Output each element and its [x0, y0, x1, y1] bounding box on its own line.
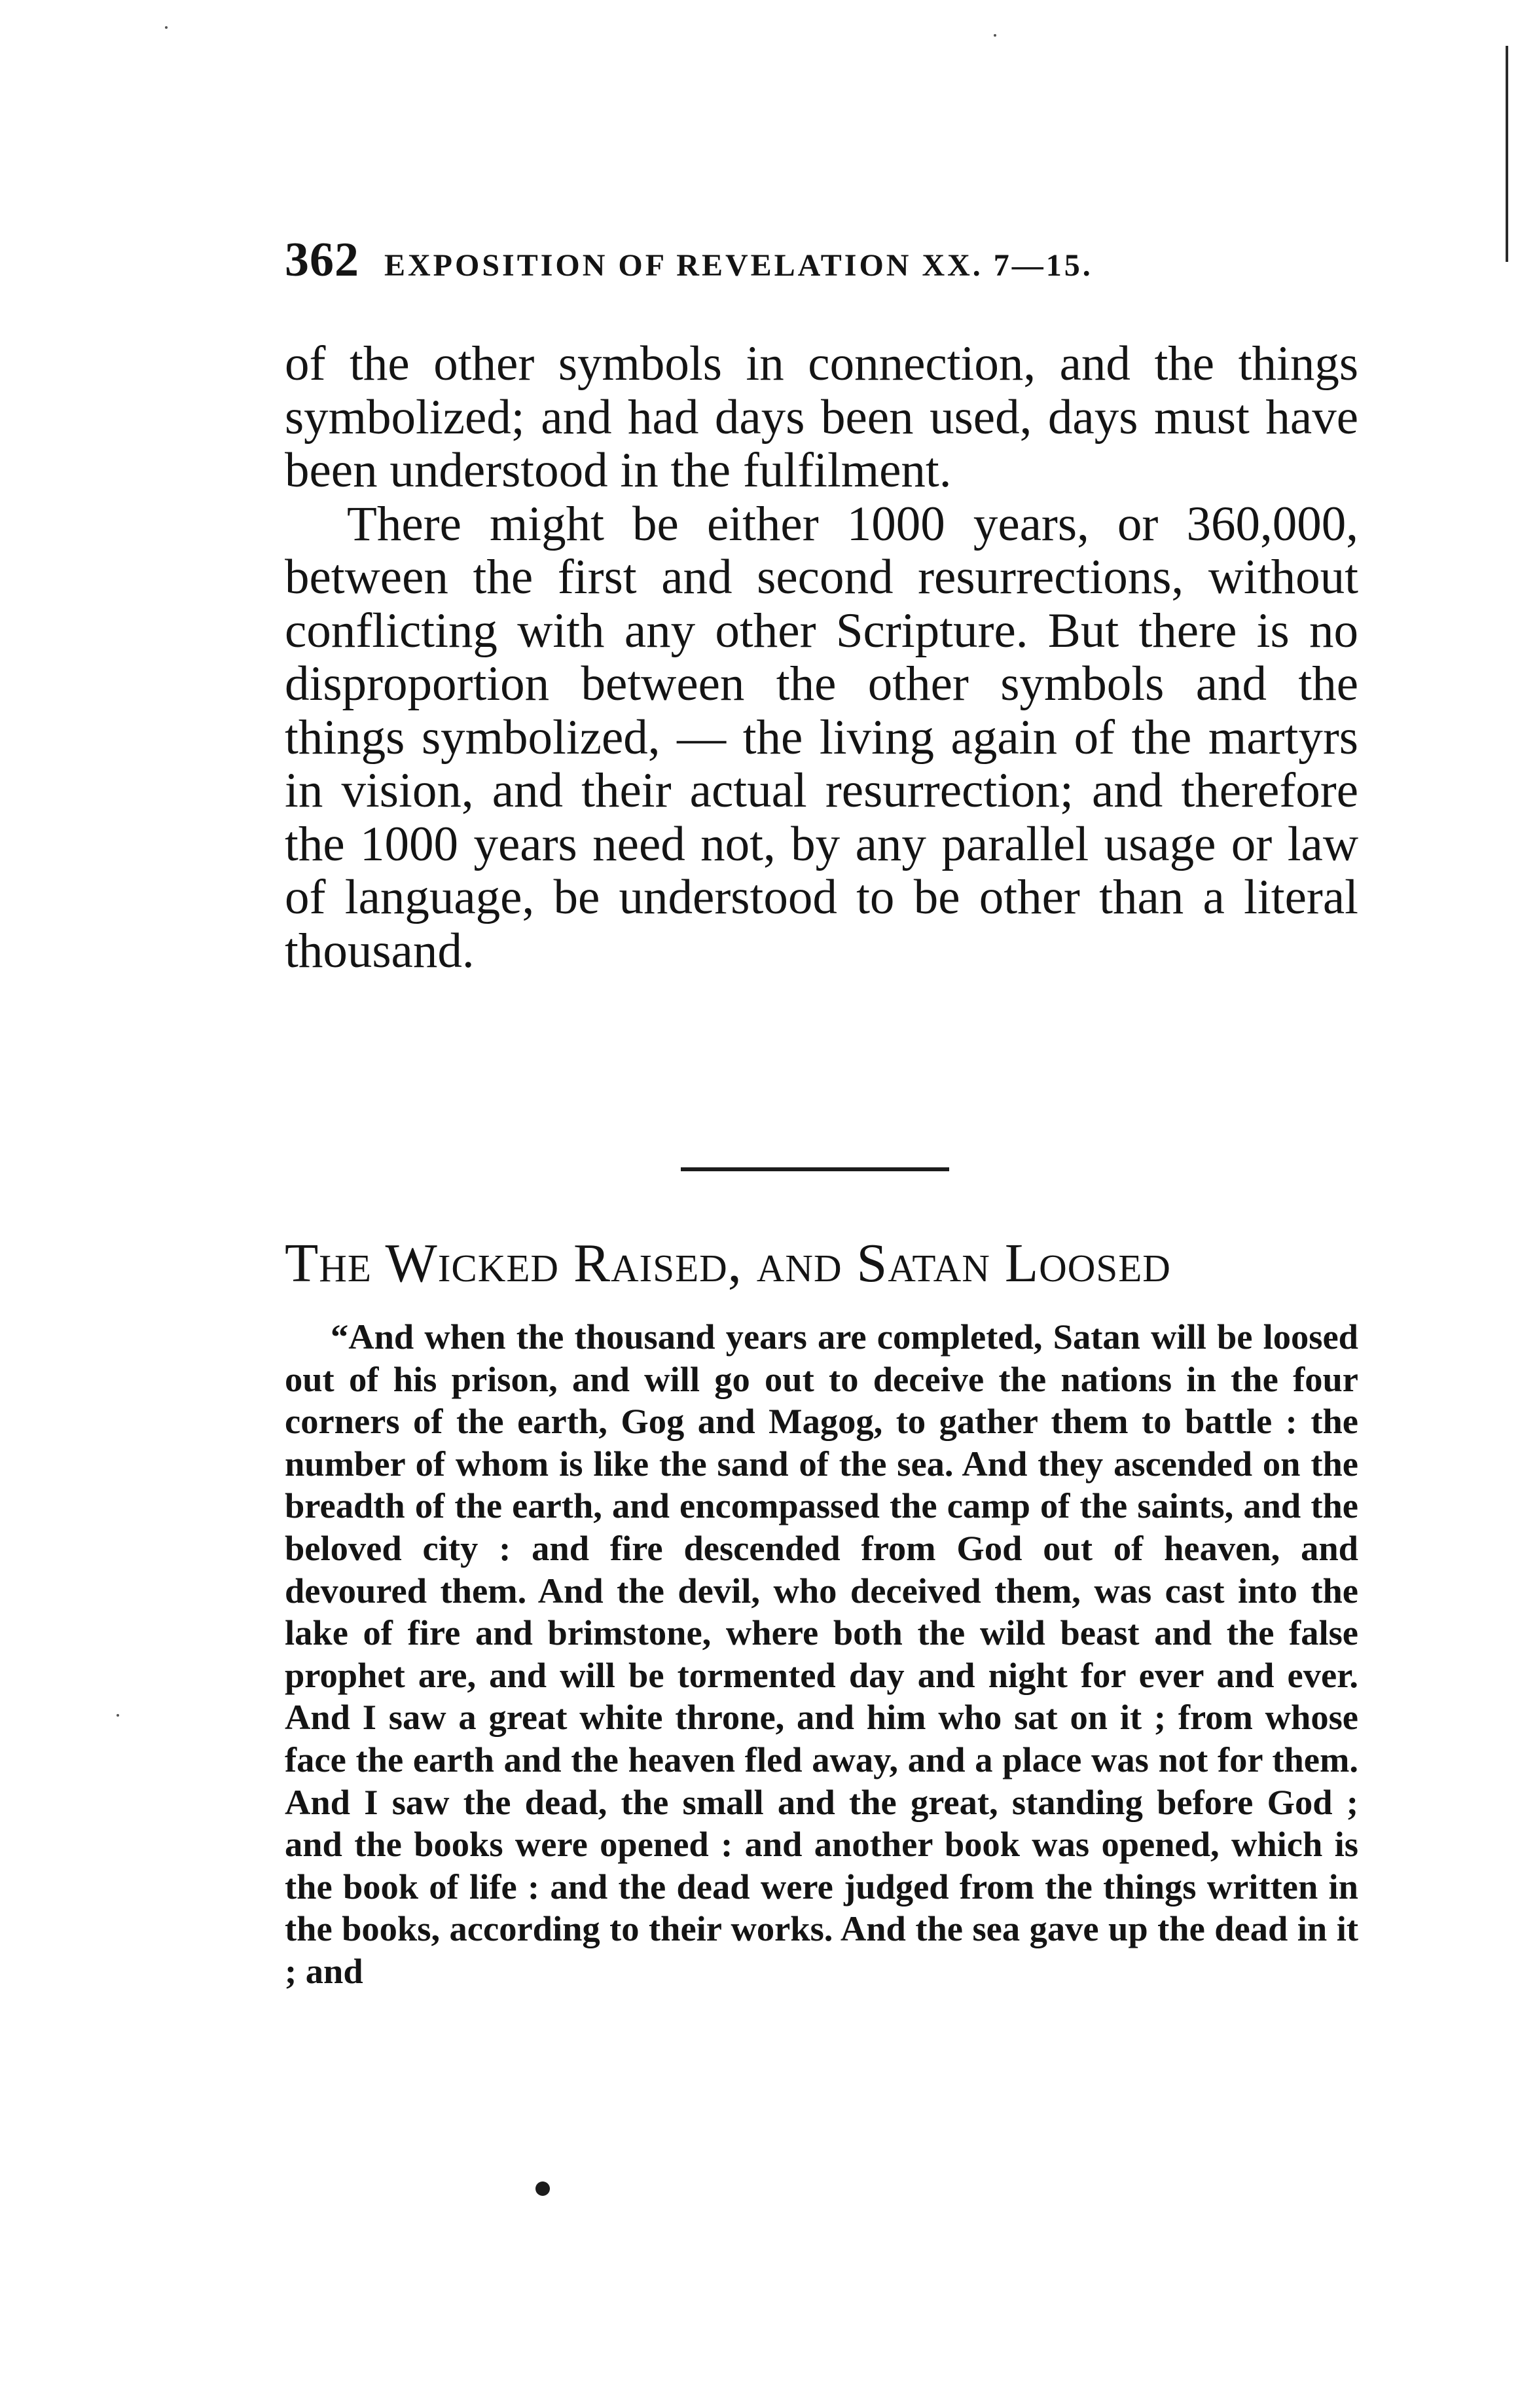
page-edge-mark — [1506, 46, 1508, 262]
page-bullet-mark — [535, 2181, 550, 2196]
page-number: 362 — [285, 233, 359, 287]
body-text — [285, 337, 1358, 977]
section-divider — [681, 1167, 949, 1171]
page-speck — [994, 34, 996, 37]
section-title: The Wicked Raised, and Satan Loosed — [285, 1233, 1171, 1294]
body-paragraph: There might be either 1000 years, or 360,000, between the first and second resurrections, without conflicting with any other Scripture. But there is no disproportion between the other symbols and the things symbolized, — the living again of the martyrs in vision, and their actual resurrection; and therefore the 1000 years need not, by any parallel usage or law of language, be understood to be other than a literal thousand. — [285, 496, 1358, 978]
page-speck — [165, 26, 168, 29]
quote-paragraph: “And when the thousand years are completed, Satan will be loosed out of his prison, and will go out to deceive the nations in the four corners of the earth, Gog and Magog, to gather them to battle : the number of whom is like the sand of the sea. And they ascended on the breadth of the earth, and encompassed the camp of the saints, and the beloved city : and fire descended from God out of heaven, and devoured them. And the devil, who deceived them, was cast into the lake of fire and brimstone, where both the wild beast and the false prophet are, and will be tormented day and night for ever and ever. And I saw a great white throne, and him who sat on it ; from whose face the earth and the heaven fled away, and a place was not for them. And I saw the dead, the small and the great, standing before God ; and the books were opened : and another book was opened, which is the book of life : and the dead were judged from the things written in the books, according to their works. And the sea gave up the dead in it ; and — [285, 1317, 1358, 1991]
running-head: EXPOSITION OF REVELATION XX. 7—15. — [384, 248, 1093, 283]
page-speck — [117, 1714, 119, 1717]
page-header — [285, 232, 1358, 291]
scripture-quote — [285, 1316, 1358, 1993]
body-paragraph: of the other symbols in connection, and the things symbolized; and had days been used, days must have been understood in the fulfilment. — [285, 337, 1358, 498]
